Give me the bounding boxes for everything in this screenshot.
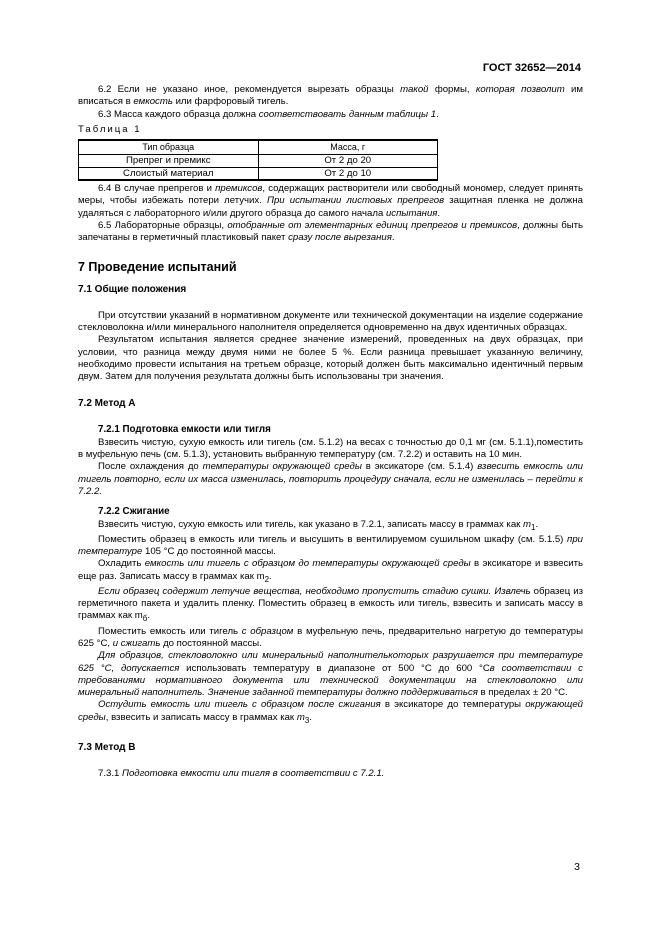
paragraph-7-2-1-b: После охлаждения до температуры окружающей среды в эксикаторе (см. 5.1.4) взвесить емкость или тигель повторно, если их масса изменилась, повторить процедуру сначала, если не изменилась – перейти к 7.2.2. (78, 461, 583, 497)
section-7-3-heading: 7.3 Метод В (78, 741, 136, 753)
paragraph-7-2-2-e: Поместить емкость или тигель с образцом в муфельную печь, предварительно нагретую до температуры 625 °С, и сжигать до постоянной массы. (78, 625, 584, 649)
table-1 (78, 139, 438, 181)
paragraph-7-2-2-c: Охладить емкость или тигель с образцом до температуры окружающей среды в эксикаторе и взвесить еще раз. Записать массу в граммах как $m_2$. (78, 558, 584, 584)
table-cell: Слоистый материал (79, 167, 259, 180)
section-7-2-heading: 7.2 Метод А (78, 398, 136, 410)
page-number: 3 (574, 861, 580, 873)
paragraph-7-2-2-a: Взвесить чистую, сухую емкость или тигель, как указано в 7.2.1, записать массу в граммах как $m_1$. (98, 518, 539, 532)
paragraph-6-5: 6.5 Лабораторные образцы, отобранные от элементарных единиц препрегов и премиксов, должны быть запечатаны в герметичный пластиковый пакет сразу после вырезания. (78, 220, 584, 244)
table-row (79, 167, 438, 180)
paragraph-7-2-2-b: Поместить образец в емкость или тигель и высушить в вентилируемом сушильном шкафу (см. 5.1.5) при температуре 105 °C до постоянной массы. (78, 533, 583, 558)
standard-code: ГОСТ 32652—2014 (482, 62, 581, 74)
paragraph-7-2-2-d: Если образец содержит летучие вещества, необходимо пропустить стадию сушки. Извлечь образец из герметичного пакета и удалить пленку. Поместить образец в емкость или тигель, взвесить и записать массу в граммах как $m_б$. (78, 585, 584, 624)
table-header-cell: Тип образца (79, 140, 259, 155)
section-7-2-1-heading: 7.2.1 Подготовка емкости или тигля (98, 424, 271, 436)
document-body (78, 84, 583, 780)
paragraph-6-4: 6.4 В случае препрегов и премиксов, содержащих растворители или свободный мономер, следует принять меры, чтобы избежать потери летучих. При испытании листовых препрегов защитная пленка не должна удаляться с лабораторного и/или другого образца до самого начала испытания. (78, 183, 583, 219)
table-cell: Препрег и премикс (79, 155, 259, 168)
paragraph-7-3-1: 7.3.1 Подготовка емкости или тигля в соответствии с 7.2.1. (98, 767, 385, 779)
table-cell: От 2 до 10 (258, 167, 438, 180)
table-row (79, 155, 438, 168)
section-7-1-heading: 7.1 Общие положения (78, 283, 187, 295)
paragraph-6-3: 6.3 Масса каждого образца должна соответствовать данным таблицы 1. (98, 108, 439, 120)
paragraph-7-1-1: При отсутствии указаний в нормативном документе или технической документации на изделие содержание стекловолокна и/или минерального наполнителя определяется одновременно на двух идентичных образцах. (78, 309, 583, 333)
table-caption: Таблица 1 (78, 123, 142, 135)
table-header-row (79, 140, 438, 155)
table-header-cell: Масса, г (258, 140, 438, 155)
section-7-heading: 7 Проведение испытаний (78, 259, 237, 274)
paragraph-6-2: 6.2 Если не указано иное, рекомендуется вырезать образцы такой формы, которая позволит им вписаться в емкость или фарфоровый тигель. (78, 84, 583, 108)
paragraph-7-2-2-f: Для образцов, стекловолокно или минеральный наполнителькоторых разрушается при температуре 625 °С, допускается использовать температуру в диапазоне от 500 °С до 600 °Св соответствии с требованиями нормативного документа или технической документации на стекловолокно или минеральный наполнитель. Значение заданной температуры должно поддерживаться в пределах ± 20 °С. (78, 650, 583, 699)
paragraph-7-2-1-a: Взвесить чистую, сухую емкость или тигель (см. 5.1.2) на весах с точностью до 0,1 мг (см. 5.1.1),поместить в муфельную печь (см. 5.1.3), установить выбранную температуру (см. 7.2.2) и оставить на 10 мин. (78, 436, 583, 461)
table-cell: От 2 до 20 (258, 155, 438, 168)
paragraph-7-2-2-g: Остудить емкость или тигель с образцом после сжигания в эксикаторе до температуры окружающей среды, взвесить и записать массу в граммах как $m_3$. (78, 699, 583, 725)
paragraph-7-1-2: Результатом испытания является среднее значение измерений, проведенных на двух образцах, при условии, что разница между двумя ними не более 5 %. Если разница превышает указанную величину, необходимо провести испытания на третьем образце, который должен быть максимально идентичный первым двум. Затем для получения результата должны быть использованы три значения. (78, 334, 583, 383)
section-7-2-2-heading: 7.2.2 Сжигание (98, 506, 170, 518)
